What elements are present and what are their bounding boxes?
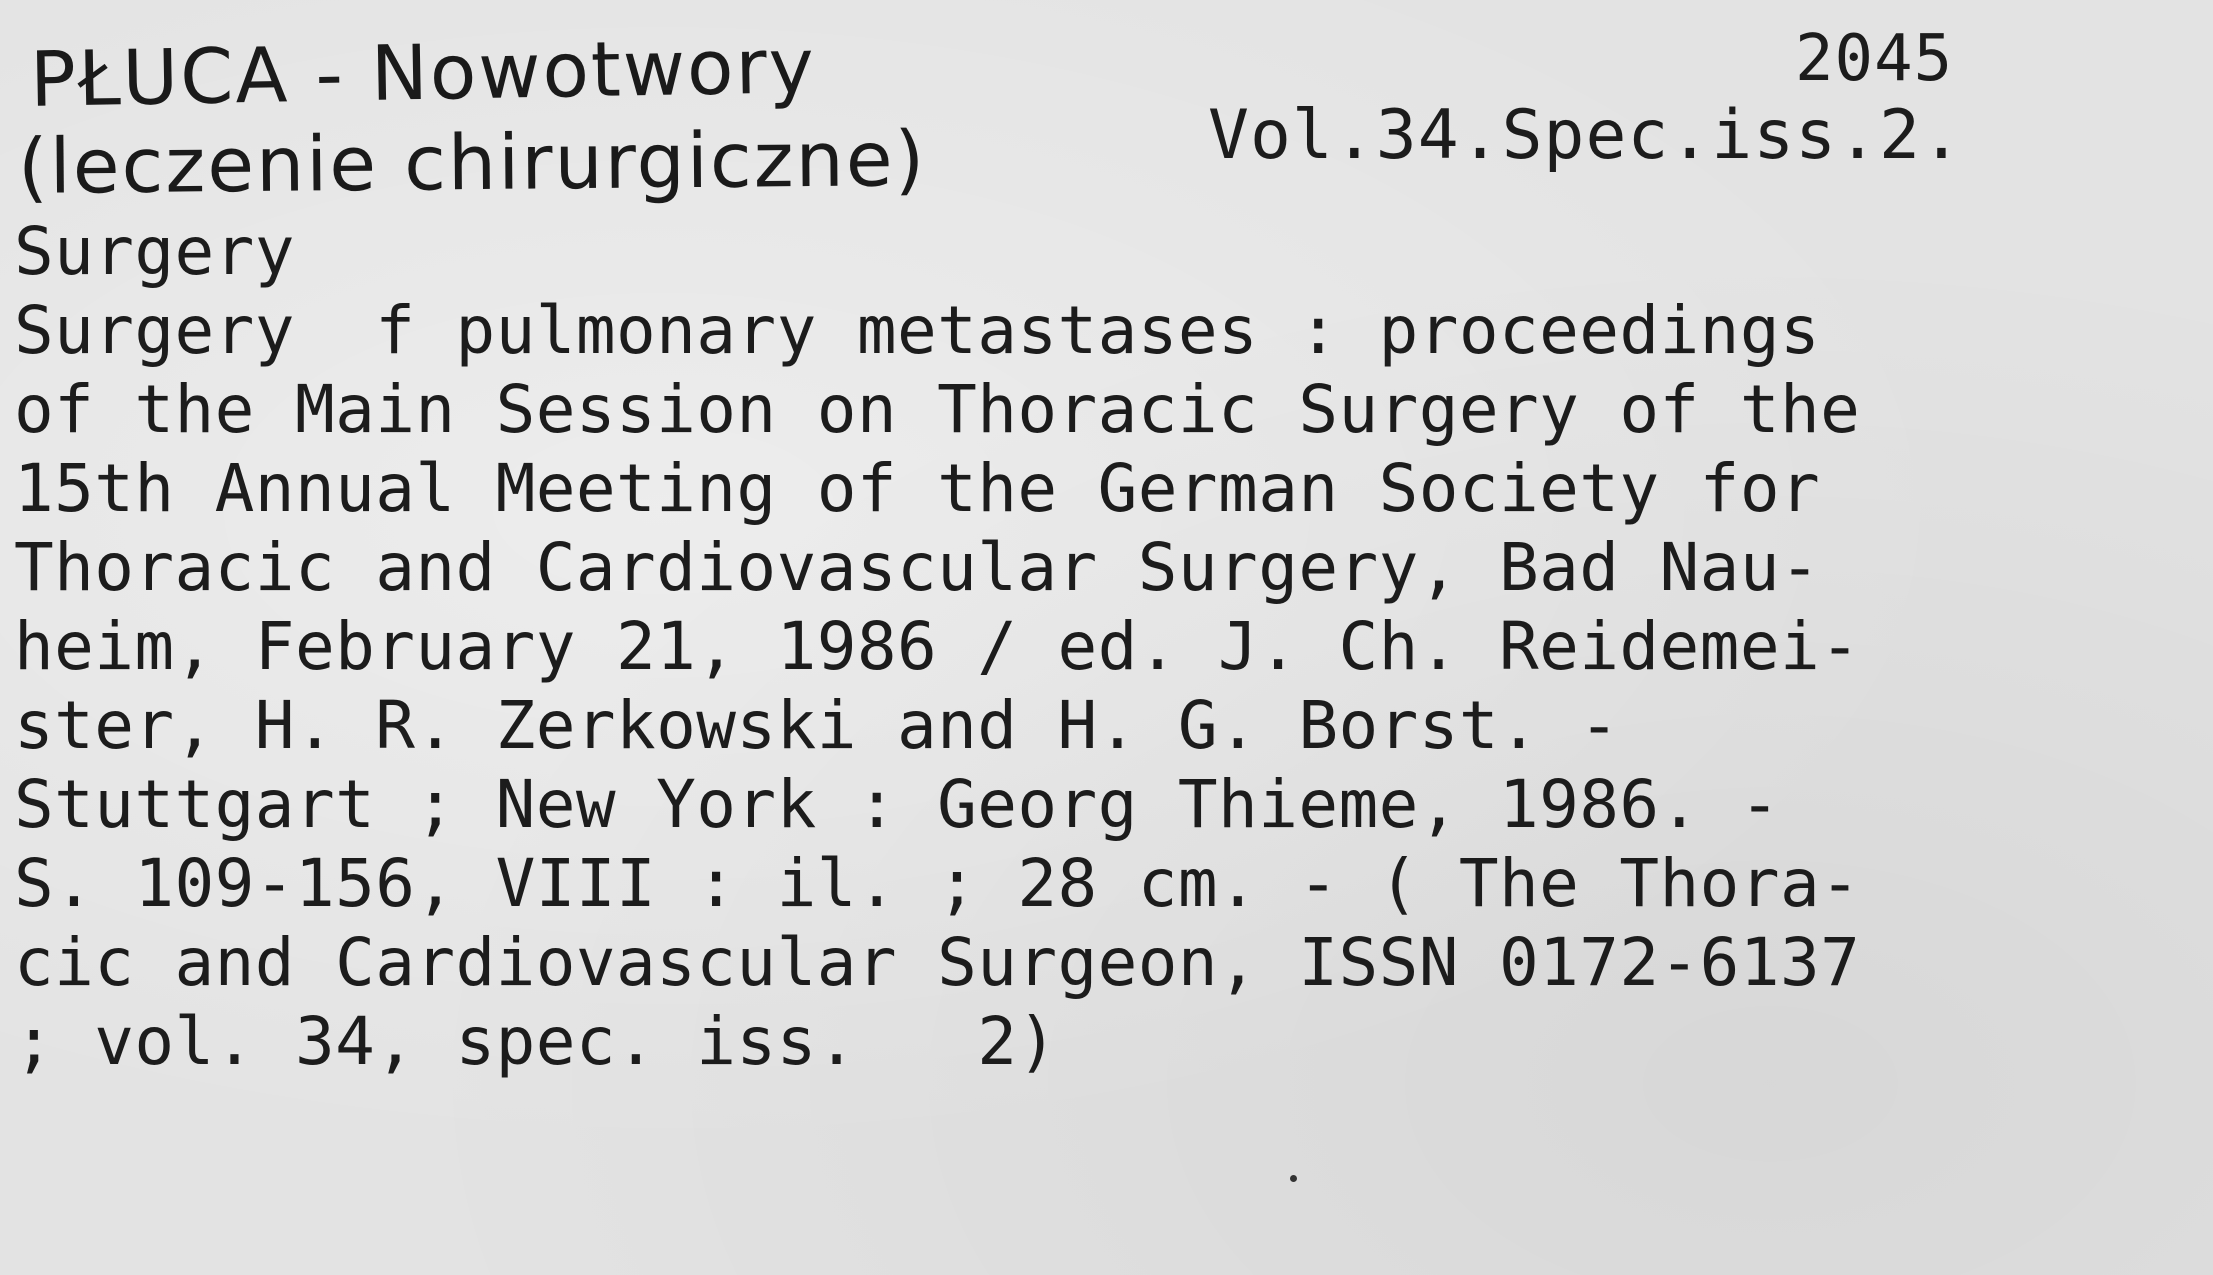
bibliographic-entry: [14, 213, 2213, 1081]
entry-line: heim, February 21, 1986 / ed. J. Ch. Reidemei-: [14, 608, 1861, 685]
call-number: 2045: [1795, 22, 1954, 96]
ink-speck: [1290, 1175, 1297, 1182]
entry-line-subject: Surgery: [14, 213, 295, 290]
entry-line: S. 109-156, VIII : il. ; 28 cm. - ( The Thora-: [14, 845, 1861, 922]
handwritten-subject-subheading: (leczenie chirurgiczne): [17, 114, 927, 211]
entry-line: ; vol. 34, spec. iss. 2): [14, 1003, 1058, 1080]
entry-line: Thoracic and Cardiovascular Surgery, Bad Nau-: [14, 529, 1821, 606]
entry-line: 15th Annual Meeting of the German Society for: [14, 450, 1821, 527]
entry-line: of the Main Session on Thoracic Surgery of the: [14, 371, 1861, 448]
entry-line: Stuttgart ; New York : Georg Thieme, 1986. -: [14, 766, 1780, 843]
handwritten-subject-heading: PŁUCA - Nowotwory: [29, 21, 817, 124]
entry-line: ster, H. R. Zerkowski and H. G. Borst. -: [14, 687, 1620, 764]
entry-line: cic and Cardiovascular Surgeon, ISSN 0172-6137: [14, 924, 1861, 1001]
entry-line: Surgery f pulmonary metastases : proceedings: [14, 292, 1821, 369]
volume-designation: Vol.34.Spec.iss.2.: [1208, 96, 1963, 175]
